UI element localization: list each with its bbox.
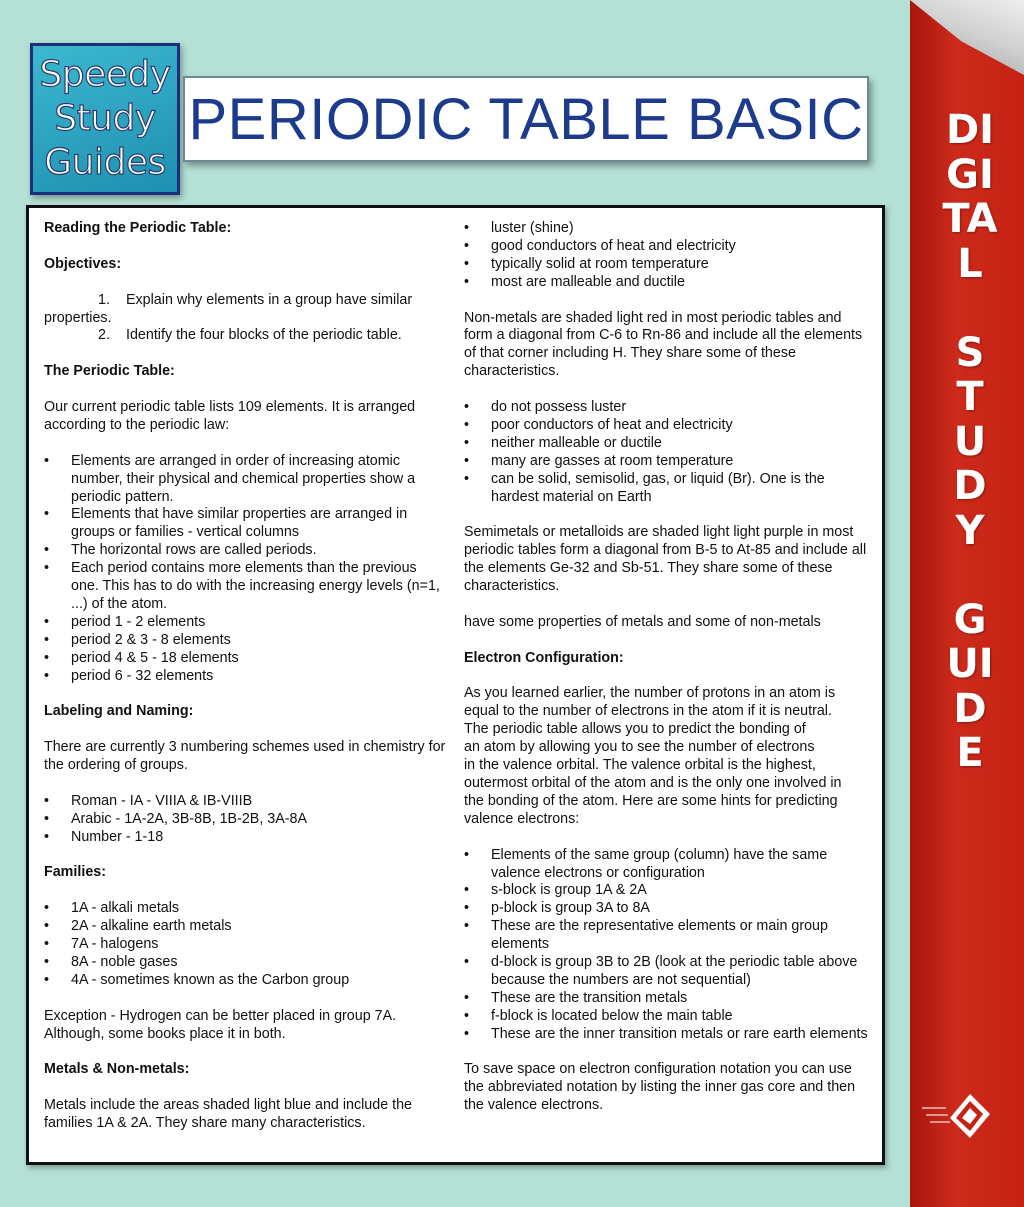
list-item: • 7A - halogens <box>44 936 446 954</box>
list-item: • period 6 - 32 elements <box>44 668 446 686</box>
list-item: • Each period contains more elements than the previous one. This has to do with the increasing energy levels (n=1, ...) of the atom. <box>44 560 446 614</box>
list-item: • Number - 1-18 <box>44 829 446 847</box>
list-item: • period 4 & 5 - 18 elements <box>44 650 446 668</box>
text-line: As you learned earlier, the number of protons in an atom is <box>464 685 836 702</box>
paragraph: Exception - Hydrogen can be better placed in group 7A. Although, some books place it in both. <box>44 1007 397 1042</box>
list-item: • Elements are arranged in order of increasing atomic number, their physical and chemical properties show a periodic pattern. <box>44 453 446 507</box>
paragraph: Semimetals or metalloids are shaded light light purple in most periodic tables form a diagonal from B-5 to At-85 and include all the elements Ge-32 and Sb-51. They share some of these characteristics. <box>464 524 867 595</box>
list-item: • period 2 & 3 - 8 elements <box>44 632 446 650</box>
section-heading: Electron Configuration: <box>464 649 624 666</box>
list-item: • 8A - noble gases <box>44 954 446 972</box>
list-item: • 4A - sometimes known as the Carbon group <box>44 972 446 990</box>
text-line: equal to the number of electrons in the atom if it is neutral. <box>464 703 832 720</box>
list-item: • luster (shine) <box>464 220 869 238</box>
list-item: • Elements that have similar properties are arranged in groups or families - vertical columns <box>44 506 446 542</box>
list-item: • d-block is group 3B to 2B (look at the periodic table above because the numbers are not sequential) <box>464 954 869 990</box>
list-item: • 1A - alkali metals <box>44 900 446 918</box>
list-item: • 2A - alkaline earth metals <box>44 918 446 936</box>
text-line: outermost orbital of the atom and is the only one involved in <box>464 775 842 791</box>
banner-vertical-text <box>942 108 998 776</box>
content-panel <box>26 205 885 1165</box>
text-line: in the valence orbital. The valence orbital is the highest, <box>464 757 816 774</box>
bullet-list <box>44 453 446 686</box>
banner-word: STUDY <box>953 329 987 554</box>
list-item: • do not possess luster <box>464 399 869 417</box>
brand-book-icon <box>920 1088 994 1142</box>
paragraph: There are currently 3 numbering schemes used in chemistry for the ordering of groups. <box>44 739 446 774</box>
list-item: • f-block is located below the main table <box>464 1008 869 1026</box>
section-heading: Objectives: <box>44 255 122 272</box>
list-item: • These are the representative elements or main group elements <box>464 918 869 954</box>
bullet-list <box>464 399 869 506</box>
bullet-list <box>44 900 446 990</box>
paragraph: Metals include the areas shaded light blue and include the families 1A & 2A. They share many characteristics. <box>44 1097 412 1132</box>
banner-word: DIGITAL <box>942 107 998 287</box>
text-line: valence electrons: <box>464 810 580 827</box>
objective-item-continued: properties. <box>44 309 112 326</box>
list-item: • Arabic - 1A-2A, 3B-8B, 1B-2B, 3A-8A <box>44 811 446 829</box>
text-line: The periodic table allows you to predict the bonding of <box>464 721 806 738</box>
logo-line: Study <box>54 98 156 139</box>
list-item: • The horizontal rows are called periods. <box>44 542 446 560</box>
list-item: • typically solid at room temperature <box>464 256 869 274</box>
page-title: PERIODIC TABLE BASIC <box>188 86 864 152</box>
paragraph: Non-metals are shaded light red in most periodic tables and form a diagonal from C-6 to Rn-86 and include all the elements of that corner including H. They share some of these characteristics. <box>464 309 863 380</box>
list-item: • Roman - IA - VIIIA & IB-VIIIB <box>44 793 446 811</box>
list-item: • p-block is group 3A to 8A <box>464 900 869 918</box>
section-heading: The Periodic Table: <box>44 363 175 380</box>
list-item: • most are malleable and ductile <box>464 274 869 292</box>
list-item: • period 1 - 2 elements <box>44 614 446 632</box>
logo-line: Speedy <box>39 54 171 95</box>
left-column <box>44 220 446 1133</box>
paragraph: Our current periodic table lists 109 elements. It is arranged according to the periodic law: <box>44 399 416 433</box>
list-item: • can be solid, semisolid, gas, or liquid (Br). One is the hardest material on Earth <box>464 471 869 507</box>
banner-word: GUIDE <box>946 596 994 776</box>
section-heading: Metals & Non-metals: <box>44 1061 190 1078</box>
list-item: • poor conductors of heat and electricity <box>464 417 869 435</box>
list-item: • neither malleable or ductile <box>464 435 869 453</box>
text-line: the bonding of the atom. Here are some hints for predicting <box>464 792 838 809</box>
section-heading: Labeling and Naming: <box>44 703 194 720</box>
list-item: • These are the inner transition metals or rare earth elements <box>464 1026 869 1044</box>
bullet-list <box>464 220 869 292</box>
speedy-study-guides-logo <box>30 43 180 195</box>
objective-item: 1. Explain why elements in a group have similar <box>98 291 413 308</box>
logo-line: Guides <box>44 142 166 183</box>
objective-item: 2. Identify the four blocks of the periodic table. <box>98 327 402 344</box>
bullet-list <box>464 847 869 1044</box>
bullet-list <box>44 793 446 847</box>
text-line: an atom by allowing you to see the number of electrons <box>464 739 815 756</box>
list-item: • many are gasses at room temperature <box>464 453 869 471</box>
paragraph: To save space on electron configuration notation you can use the abbreviated notation by listing the inner gas core and then the valence electrons. <box>464 1061 856 1114</box>
right-column <box>464 220 869 1115</box>
title-box <box>183 76 869 162</box>
list-item: • good conductors of heat and electricity <box>464 238 869 256</box>
list-item: • s-block is group 1A & 2A <box>464 882 869 900</box>
section-heading: Reading the Periodic Table: <box>44 220 232 236</box>
paragraph: have some properties of metals and some of non-metals <box>464 613 821 630</box>
section-heading: Families: <box>44 864 106 881</box>
list-item: • Elements of the same group (column) have the same valence electrons or configuration <box>464 847 869 883</box>
list-item: • These are the transition metals <box>464 990 869 1008</box>
